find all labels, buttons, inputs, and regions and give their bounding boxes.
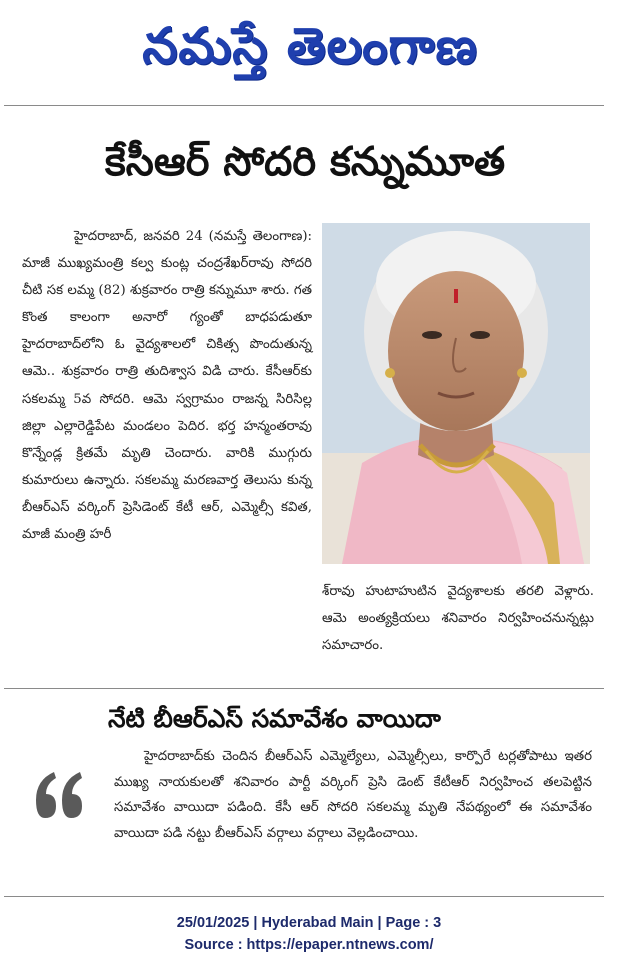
- headline: కేసీఆర్ సోదరి కన్నుమూత: [104, 139, 506, 185]
- portrait-photo: [322, 223, 590, 564]
- source-link[interactable]: Source : https://epaper.ntnews.com/: [184, 937, 434, 953]
- subheadline: నేటి బీఆర్‌ఎస్ సమావేశం వాయిదా: [108, 704, 441, 733]
- edition-info: 25/01/2025 | Hyderabad Main | Page : 3: [176, 915, 442, 931]
- article-body: [22, 223, 312, 548]
- masthead: [0, 0, 618, 105]
- footer-divider: [4, 896, 604, 897]
- masthead-divider: [4, 105, 604, 106]
- open-quote-icon: [28, 766, 88, 826]
- section-divider: [4, 688, 604, 689]
- article-text: హైదరాబాద్, జనవరి 24 (నమస్తే తెలంగాణ): మాజీ ముఖ్యమంత్రి కల్వ కుంట్ల చంద్రశేఖర్‌రావు సోదరి చీటి సక లమ్మ (82) శుక్రవారం రాత్రి కన్నుమూ శారు. గత కొంత కాలంగా అనారో గ్యంతో బాధపడుతూ హైదరాబాద్‌లోని ఓ వైద్యశాలలో చికిత్స పొందుతున్న ఆమె.. శుక్రవారం రాత్రి తుదిశ్వాస విడి చారు. కేసీఆర్‌కు సకలమ్మ 5వ సోదరి. ఆమె స్వగ్రామం రాజన్న సిరిసిల్ల జిల్లా ఎల్లారెడ్డిపేట మండలం పెదిర. భర్త హన్మంతరావు కొన్నేండ్ల క్రితమే మృతి చెందారు. వారికి ముగ్గురు కుమారులు ఉన్నారు. సకలమ్మ మరణవార్త తెలుసు కున్న బీఆర్‌ఎస్ వర్కింగ్ ప్రెసిడెంట్ కేటీ ఆర్, ఎమ్మెల్సీ కవిత, మాజీ మంత్రి హరీ: [22, 229, 312, 543]
- brief-text: హైదరాబాద్‌కు చెందిన బీఆర్‌ఎస్ ఎమ్మెల్యేలు, ఎమ్మెల్సీలు, కార్పొరే టర్లతోపాటు ఇతర ముఖ్య నాయకులతో శనివారం పార్టీ వర్కింగ్ ప్రెసి డెంట్ కేటీఆర్ నిర్వహించ తలపెట్టిన సమావేశం వాయిదా పడింది. కేసీ ఆర్ సోదరి సకలమ్మ మృతి నేపథ్యంలో ఈ సమావేశం వాయిదా పడి నట్టు బీఆర్‌ఎస్ వర్గాలు వర్గాలు వెల్లడించాయి.: [114, 749, 592, 841]
- portrait-illustration: [322, 223, 590, 564]
- article-continued: శ్‌రావు హుటాహుటిన వైద్యశాలకు తరలి వెళ్లారు. ఆమె అంత్యక్రియలు శనివారం నిర్వహించనున్నట్లు సమాచారం.: [322, 584, 594, 654]
- newspaper-title: నమస్తే తెలంగాణ: [142, 17, 478, 75]
- footer: [0, 912, 618, 956]
